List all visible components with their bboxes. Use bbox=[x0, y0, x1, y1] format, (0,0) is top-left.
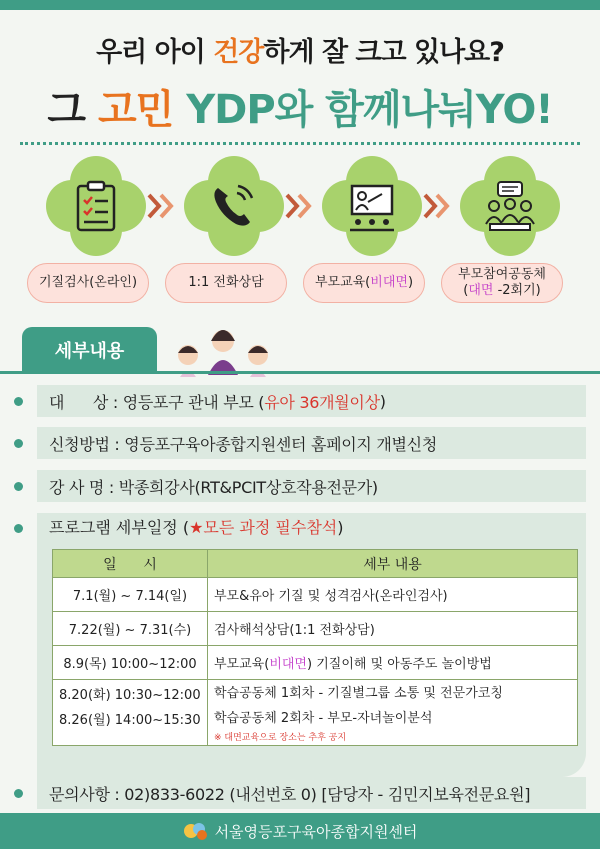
step-label-text: 기질검사(온라인) bbox=[38, 275, 138, 290]
section-tab bbox=[22, 327, 157, 373]
table-row bbox=[53, 578, 578, 612]
center-logo-icon bbox=[183, 820, 209, 842]
step-label-part: ( bbox=[463, 283, 469, 298]
schedule-date-line1: 8.20(화) 10:30~12:00 bbox=[59, 687, 201, 703]
detail-apply bbox=[14, 427, 586, 459]
schedule-date: 7.1(월) ~ 7.14(일) bbox=[53, 578, 208, 612]
column-header-date: 일 시 bbox=[53, 550, 208, 578]
schedule-content bbox=[208, 680, 578, 746]
phone-icon bbox=[204, 176, 264, 236]
schedule-content: 검사해석상담(1:1 전화상담) bbox=[208, 612, 578, 646]
chevron-right-icon bbox=[423, 193, 453, 219]
program-title-end: ) bbox=[337, 518, 344, 537]
headline-line1 bbox=[0, 30, 600, 69]
step-phone-consult bbox=[174, 156, 294, 256]
step-label-phone bbox=[165, 263, 287, 303]
target-value-end: ) bbox=[379, 391, 386, 411]
step-label-line1: 부모참여공동체 bbox=[458, 267, 546, 282]
bullet-icon bbox=[14, 789, 23, 798]
bullet-icon bbox=[14, 439, 23, 448]
schedule-note: ※ 대면교육으로 장소는 추후 공지 bbox=[214, 733, 347, 743]
detail-apply-box bbox=[37, 427, 586, 459]
step-label-highlight: 비대면 bbox=[370, 275, 408, 290]
schedule-date: 8.9(목) 10:00~12:00 bbox=[53, 646, 208, 680]
schedule-content-highlight: 비대면 bbox=[269, 657, 307, 672]
step-label-education bbox=[303, 263, 425, 303]
family-illustration bbox=[168, 325, 278, 377]
headline-line2-highlight: 고민 bbox=[97, 87, 174, 133]
target-label: 대 상 bbox=[49, 392, 109, 412]
schedule-content-end: ) 기질이해 및 아동주도 놀이방법 bbox=[307, 657, 492, 672]
lecturer-text: 강 사 명 : 박종희강사(RT&PCIT상호작용전문가) bbox=[49, 477, 378, 497]
bullet-icon bbox=[14, 524, 23, 533]
dotted-divider bbox=[20, 142, 580, 146]
table-row bbox=[53, 646, 578, 680]
section-title: 세부내용 bbox=[54, 341, 125, 362]
headline-line2-text: 그 bbox=[47, 87, 98, 133]
schedule-date: 7.22(월) ~ 7.31(수) bbox=[53, 612, 208, 646]
bullet-icon bbox=[14, 397, 23, 406]
detail-contact-box bbox=[37, 777, 586, 809]
step-label-part: 부모교육( bbox=[314, 275, 371, 290]
step-label-assessment bbox=[27, 263, 149, 303]
clipboard-checklist-icon bbox=[66, 176, 126, 236]
headline-line2-ydp: YDP와 함께나눠YO! bbox=[173, 87, 553, 133]
program-schedule bbox=[14, 513, 586, 777]
step-parent-community bbox=[450, 156, 570, 256]
target-value: : 영등포구 관내 부모 ( bbox=[108, 392, 265, 412]
step-parent-education bbox=[312, 156, 432, 256]
target-highlight: 유아 36개월이상 bbox=[264, 392, 380, 412]
table-header-row bbox=[53, 550, 578, 578]
column-header-content: 세부 내용 bbox=[208, 550, 578, 578]
schedule-content bbox=[208, 646, 578, 680]
schedule-date bbox=[53, 680, 208, 746]
step-label-highlight: 대면 bbox=[468, 283, 494, 298]
table-row bbox=[53, 612, 578, 646]
table-row bbox=[53, 680, 578, 746]
footer bbox=[0, 813, 600, 849]
step-label-part-end: ) bbox=[407, 275, 414, 290]
schedule-content-line2: 학습공동체 2회차 - 부모-자녀놀이분석 bbox=[214, 711, 433, 726]
top-bar bbox=[0, 0, 600, 10]
program-title-text: 프로그램 세부일정 ( bbox=[49, 518, 190, 537]
step-label-text bbox=[315, 275, 413, 291]
detail-target bbox=[14, 385, 586, 417]
headline-line1-text: 우리 아이 bbox=[96, 37, 214, 68]
footer-org-name: 서울영등포구육아종합지원센터 bbox=[214, 822, 418, 841]
program-title-highlight: ★모든 과정 필수참석 bbox=[189, 518, 338, 537]
step-label-text bbox=[458, 267, 546, 299]
section-rule bbox=[0, 371, 600, 374]
detail-contact bbox=[14, 777, 586, 809]
program-title bbox=[37, 515, 343, 538]
headline-line1-highlight: 건강 bbox=[213, 37, 264, 68]
step-label-part-end: -2회기) bbox=[493, 283, 541, 298]
bullet-icon bbox=[14, 482, 23, 491]
detail-target-box bbox=[37, 385, 586, 417]
chevron-right-icon bbox=[285, 193, 315, 219]
contact-text: 문의사항 : 02)833-6022 (내선번호 0) [담당자 - 김민지보육전문요원] bbox=[49, 784, 531, 804]
chevron-right-icon bbox=[147, 193, 177, 219]
step-label-text: 1:1 전화상담 bbox=[188, 275, 264, 290]
schedule-date-line2: 8.26(월) 14:00~15:30 bbox=[59, 712, 201, 728]
step-label-community bbox=[441, 263, 563, 303]
schedule-content-part: 부모교육( bbox=[214, 657, 270, 672]
step-assessment bbox=[36, 156, 156, 256]
presentation-board-icon bbox=[342, 176, 402, 236]
schedule-content-line1: 학습공동체 1회차 - 기질별그룹 소통 및 전문가코칭 bbox=[214, 686, 503, 701]
schedule-table bbox=[52, 549, 578, 746]
group-discussion-icon bbox=[480, 176, 540, 236]
headline-line1-text-end: 하게 잘 크고 있나요? bbox=[263, 37, 504, 68]
schedule-content: 부모&유아 기질 및 성격검사(온라인검사) bbox=[208, 578, 578, 612]
apply-text: 신청방법 : 영등포구육아종합지원센터 홈페이지 개별신청 bbox=[49, 434, 437, 454]
detail-lecturer-box bbox=[37, 470, 586, 502]
detail-lecturer bbox=[14, 470, 586, 502]
headline-line2 bbox=[0, 78, 600, 135]
